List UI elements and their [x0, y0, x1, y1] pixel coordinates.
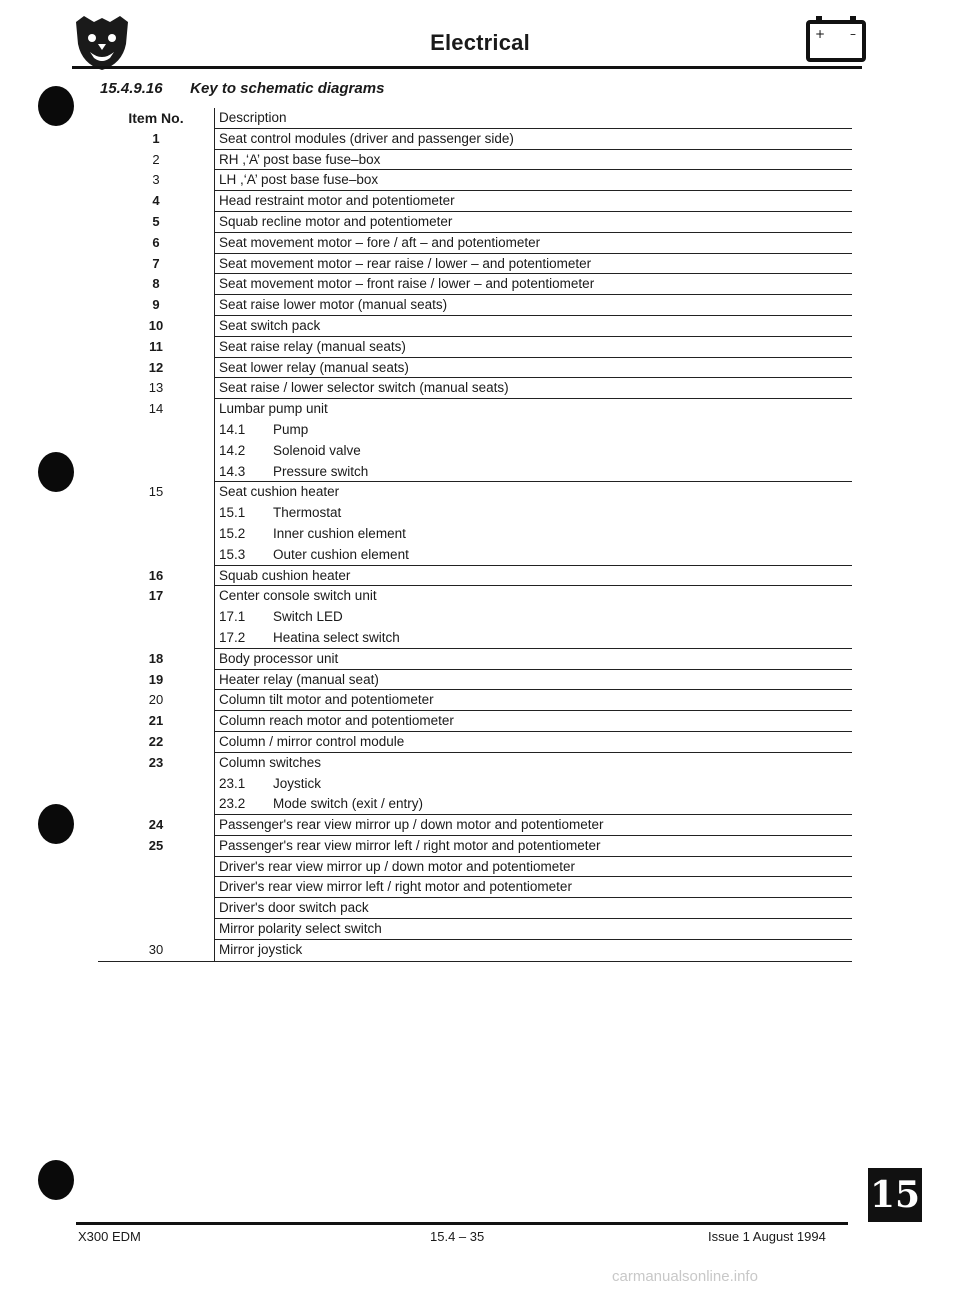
item-number: 4	[152, 193, 160, 209]
description-text: Driver's door switch pack	[219, 900, 369, 916]
table-row	[98, 919, 852, 940]
item-description	[214, 295, 852, 316]
binder-hole-icon	[38, 804, 74, 844]
sub-item	[219, 441, 852, 462]
sub-item-code: 23.2	[219, 796, 246, 812]
sub-item-label: Mode switch (exit / entry)	[273, 796, 424, 812]
sub-item-code: 17.1	[219, 609, 246, 625]
item-description	[214, 358, 852, 379]
item-description	[214, 919, 852, 940]
table-row	[98, 254, 852, 275]
item-number: 10	[148, 317, 164, 333]
sub-item-code: 14.2	[219, 442, 246, 458]
table-row	[98, 940, 852, 961]
item-number: 15	[148, 484, 164, 500]
item-number: 23	[148, 754, 164, 770]
item-description	[214, 753, 852, 815]
item-number: 16	[148, 567, 164, 583]
item-number: 30	[148, 941, 164, 957]
item-description	[214, 191, 852, 212]
description-text: Seat raise relay (manual seats)	[219, 338, 406, 354]
description-text: LH ,‘A’ post base fuse–box	[219, 172, 379, 188]
table-row	[98, 753, 852, 815]
description-text: Squab cushion heater	[219, 567, 351, 583]
binder-hole-icon	[38, 86, 74, 126]
sub-item-label: Pump	[273, 421, 309, 437]
description-text: Center console switch unit	[219, 588, 377, 604]
item-description	[214, 711, 852, 732]
table-row	[98, 191, 852, 212]
item-description	[214, 649, 852, 670]
description-text: Seat movement motor – rear raise / lower – and potentiometer	[219, 255, 592, 271]
item-number: 24	[148, 817, 164, 833]
item-number: 18	[148, 650, 164, 666]
description-text: Seat raise / lower selector switch (manual seats)	[219, 380, 509, 396]
table-row	[98, 690, 852, 711]
sub-item	[219, 420, 852, 441]
section-number: 15.4.9.16	[100, 80, 163, 97]
item-description	[214, 254, 852, 275]
item-description	[214, 586, 852, 648]
item-number: 21	[148, 713, 164, 729]
sub-item-label: Joystick	[273, 775, 322, 791]
item-number: 6	[152, 234, 160, 250]
section-title: Key to schematic diagrams	[190, 80, 385, 97]
section-heading	[100, 80, 384, 97]
table-row	[98, 378, 852, 399]
chapter-tab: 15	[868, 1168, 922, 1222]
description-text: Lumbar pump unit	[219, 401, 328, 417]
item-number: 22	[148, 733, 164, 749]
item-number: 1	[152, 130, 160, 146]
item-description	[214, 150, 852, 171]
sub-item-label: Inner cushion element	[273, 525, 406, 541]
sub-item	[219, 774, 852, 795]
footer-document-code: X300 EDM	[78, 1229, 141, 1244]
binder-hole-icon	[38, 452, 74, 492]
description-text: Passenger's rear view mirror left / right motor and potentiometer	[219, 837, 601, 853]
description-text: Squab recline motor and potentiometer	[219, 213, 453, 229]
sub-item	[219, 607, 852, 628]
sub-item-code: 23.1	[219, 775, 246, 791]
item-description	[214, 129, 852, 150]
table-row	[98, 857, 852, 878]
column-header-description: Description	[214, 108, 852, 129]
item-description	[214, 170, 852, 191]
table-row	[98, 586, 852, 648]
table-row	[98, 649, 852, 670]
sub-item	[219, 794, 852, 815]
item-description	[214, 316, 852, 337]
sub-item-code: 15.3	[219, 546, 246, 562]
sub-item-code: 14.3	[219, 463, 246, 479]
watermark: carmanualsonline.info	[612, 1268, 758, 1285]
table-row	[98, 337, 852, 358]
item-description	[214, 233, 852, 254]
sub-item-code: 15.1	[219, 505, 246, 521]
item-description	[214, 877, 852, 898]
table-row	[98, 358, 852, 379]
item-number: 17	[148, 588, 164, 604]
item-description	[214, 482, 852, 565]
description-text: Mirror polarity select switch	[219, 921, 382, 937]
sub-item	[219, 503, 852, 524]
item-description	[214, 836, 852, 857]
description-text: Column tilt motor and potentiometer	[219, 692, 434, 708]
item-description	[214, 274, 852, 295]
description-text: Driver's rear view mirror up / down motor and potentiometer	[219, 858, 575, 874]
svg-text:+: +	[815, 27, 826, 41]
description-text: Column switches	[219, 754, 322, 770]
item-description	[214, 690, 852, 711]
item-number	[98, 898, 214, 919]
item-number: 14	[148, 401, 164, 417]
item-description	[214, 212, 852, 233]
item-description	[214, 898, 852, 919]
description-text: Seat movement motor – front raise / lower – and potentiometer	[219, 276, 595, 292]
description-text: Body processor unit	[219, 650, 339, 666]
sub-item-label: Heatina select switch	[273, 629, 400, 645]
table-row	[98, 129, 852, 150]
table-row	[98, 566, 852, 587]
item-description	[214, 732, 852, 753]
sub-item-label: Solenoid valve	[273, 442, 361, 458]
page-title: Electrical	[430, 30, 530, 55]
sub-item	[219, 545, 852, 566]
table-row	[98, 399, 852, 482]
key-table	[98, 108, 852, 962]
description-text: Passenger's rear view mirror up / down motor and potentiometer	[219, 817, 604, 833]
sub-item-label: Outer cushion element	[273, 546, 409, 562]
description-text: RH ,‘A’ post base fuse–box	[219, 151, 381, 167]
sub-item-code: 15.2	[219, 525, 246, 541]
sub-item-label: Pressure switch	[273, 463, 369, 479]
item-number: 25	[148, 837, 164, 853]
item-description	[214, 940, 852, 961]
table-row	[98, 670, 852, 691]
table-row	[98, 316, 852, 337]
description-text: Mirror joystick	[219, 941, 303, 957]
item-number: 13	[148, 380, 164, 396]
table-row	[98, 233, 852, 254]
item-number: 11	[149, 338, 163, 354]
description-text: Seat movement motor – fore / aft – and potentiometer	[219, 234, 541, 250]
table-row	[98, 836, 852, 857]
item-description	[214, 378, 852, 399]
table-row	[98, 877, 852, 898]
sub-item	[219, 628, 852, 649]
table-row	[98, 732, 852, 753]
sub-item-code: 17.2	[219, 629, 246, 645]
sub-item-label: Thermostat	[273, 505, 342, 521]
description-text: Seat switch pack	[219, 317, 321, 333]
description-text: Column reach motor and potentiometer	[219, 713, 454, 729]
item-number: 12	[148, 359, 164, 375]
description-text: Head restraint motor and potentiometer	[219, 193, 455, 209]
sub-item-code: 14.1	[219, 421, 246, 437]
footer-page-number: 15.4 – 35	[430, 1229, 485, 1244]
item-number: 20	[148, 692, 164, 708]
table-row	[98, 898, 852, 919]
item-number: 3	[152, 172, 160, 188]
item-description	[214, 670, 852, 691]
table-row	[98, 212, 852, 233]
item-description	[214, 566, 852, 587]
table-row	[98, 295, 852, 316]
description-text: Seat raise lower motor (manual seats)	[219, 297, 448, 313]
item-description	[214, 337, 852, 358]
item-number	[98, 919, 214, 940]
description-text: Driver's rear view mirror left / right motor and potentiometer	[219, 879, 572, 895]
item-description	[214, 399, 852, 482]
footer-rule	[76, 1222, 848, 1225]
item-number: 7	[152, 255, 160, 271]
table-header-row	[98, 108, 852, 129]
item-number: 9	[152, 297, 160, 313]
description-text: Seat control modules (driver and passenger side)	[219, 130, 514, 146]
table-row	[98, 170, 852, 191]
column-header-item: Item No.	[128, 110, 184, 126]
svg-text:–: –	[850, 27, 856, 41]
table-row	[98, 274, 852, 295]
battery-icon	[806, 14, 866, 62]
header-rule	[72, 66, 862, 69]
item-number	[98, 857, 214, 878]
item-number: 2	[152, 151, 160, 167]
item-number: 8	[152, 276, 160, 292]
sub-item-label: Switch LED	[273, 609, 343, 625]
description-text: Seat cushion heater	[219, 484, 340, 500]
table-row	[98, 815, 852, 836]
item-number: 5	[152, 213, 160, 229]
description-text: Seat lower relay (manual seats)	[219, 359, 409, 375]
item-description	[214, 857, 852, 878]
table-row	[98, 482, 852, 565]
table-row	[98, 150, 852, 171]
footer-issue-date: Issue 1 August 1994	[708, 1229, 826, 1244]
binder-hole-icon	[38, 1160, 74, 1200]
sub-item	[219, 462, 852, 483]
table-row	[98, 711, 852, 732]
sub-item	[219, 524, 852, 545]
description-text: Column / mirror control module	[219, 733, 405, 749]
item-description	[214, 815, 852, 836]
item-number	[98, 877, 214, 898]
description-text: Heater relay (manual seat)	[219, 671, 379, 687]
item-number: 19	[148, 671, 164, 687]
